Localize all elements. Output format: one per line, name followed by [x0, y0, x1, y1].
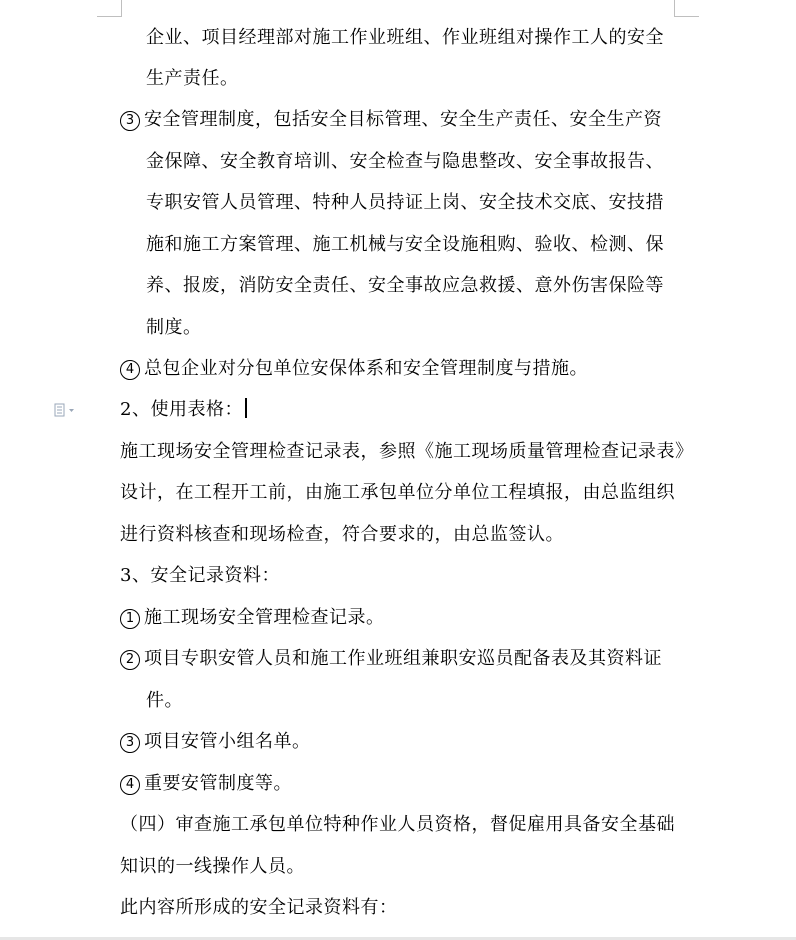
text-line: 生产责任。: [146, 68, 239, 89]
text-line: 施工现场安全管理检查记录表，参照《施工现场质量管理检查记录表》: [120, 441, 694, 462]
list-item-text: 总包企业对分包单位安保体系和安全管理制度与措施。: [144, 358, 588, 379]
circled-number-2: 2: [120, 650, 140, 670]
list-item-text: 项目安管小组名单。: [144, 731, 311, 752]
list-item: [120, 730, 311, 754]
text-line: 此内容所形成的安全记录资料有：: [120, 897, 398, 918]
list-item: [120, 606, 385, 630]
list-item-text: 项目专职安管人员和施工作业班组兼职安巡员配备表及其资料证: [144, 648, 662, 669]
text-cursor: [245, 398, 247, 418]
heading-text: 2、使用表格：: [120, 399, 243, 420]
text-line: 制度。: [146, 317, 202, 338]
circled-number-4: 4: [120, 775, 140, 795]
circled-number-3: 3: [120, 111, 140, 131]
circled-number-3: 3: [120, 733, 140, 753]
list-item-text: 施工现场安全管理检查记录。: [144, 607, 385, 628]
list-item-text: 安全管理制度，包括安全目标管理、安全生产责任、安全生产资: [144, 109, 662, 130]
circled-number-1: 1: [120, 609, 140, 629]
text-line: 知识的一线操作人员。: [120, 856, 305, 877]
paragraph-settings-icon[interactable]: [54, 403, 76, 417]
list-item-text: 重要安管制度等。: [144, 773, 292, 794]
text-line: 设计，在工程开工前，由施工承包单位分单位工程填报，由总监组织: [120, 482, 675, 503]
page-corner-mark-left: [97, 0, 122, 17]
section-heading[interactable]: [120, 398, 247, 422]
text-line: 金保障、安全教育培训、安全检查与隐患整改、安全事故报告、: [146, 151, 664, 172]
text-line: 件。: [146, 690, 183, 711]
text-line: 专职安管人员管理、特种人员持证上岗、安全技术交底、安技措: [146, 192, 664, 213]
list-item: [120, 357, 588, 381]
section-heading: 3、安全记录资料：: [120, 565, 280, 586]
text-line: 施和施工方案管理、施工机械与安全设施租购、验收、检测、保: [146, 234, 664, 255]
list-item: [120, 772, 292, 796]
list-item: [120, 108, 662, 132]
text-line: 企业、项目经理部对施工作业班组、作业班组对操作工人的安全: [146, 27, 664, 48]
page-corner-mark-right: [674, 0, 699, 17]
text-line: 进行资料核查和现场检查，符合要求的，由总监签认。: [120, 524, 564, 545]
circled-number-4: 4: [120, 360, 140, 380]
text-line: 养、报废，消防安全责任、安全事故应急救援、意外伤害保险等: [146, 275, 664, 296]
list-item: [120, 647, 662, 671]
text-line: （四）审查施工承包单位特种作业人员资格，督促雇用具备安全基础: [120, 814, 675, 835]
